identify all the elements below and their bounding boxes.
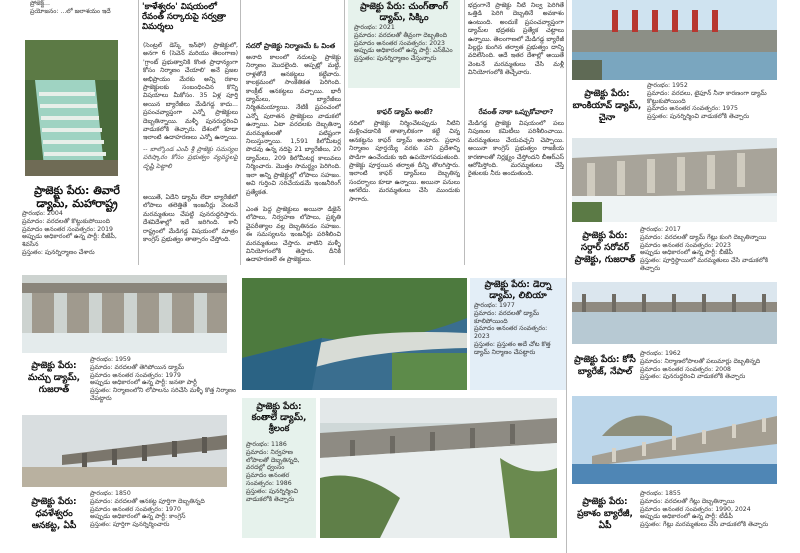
col3-body: అనాది కాలంలో నదులపై ప్రాజెక్టు నిర్మాణం మొదలైంది. అప్పట్లో మట్టి, రాళ్లతోనే ఆనకట్టలు కట్టేవారు. కాలక్రమంలో సాంకేతికత పెరిగింది. కాంక్రీట్ ఆనకట్టలు వచ్చాయి. భారీ డ్యామ్‌లు, బ్యారేజీలు నిర్మితమయ్యాయి. నేటికీ ప్రపంచంలో ఎన్నో పురాతన ప్రాజెక్టులు వాడుకలో ఉన్నాయి. ఏటా వరదలకు దెబ్బతిన్నా మరమ్మతులతో పటిష్టంగా నిలుస్తున్నాయి. 1,591 కిలోమీటర్ల పొడవు ఉన్న నదిపై 21 బ్యారేజీలు, 20 డ్యామ్‌లు, 209 కిలోమీటర్ల కాలువలు నిర్మించారు. మొత్తం సామర్థ్యం పెరిగింది. ఇలా అన్ని ప్రాజెక్టుల్లో లోపాలు సహజం. అవి గుర్తించి సరిచేయడమే ఇంజనీరింగ్ ప్రత్యేకత.: [246, 54, 341, 196]
column-rule: [240, 0, 241, 265]
caption-title: ప్రాజెక్టు పేరు: ధవళేశ్వరం ఆనకట్ట, ఏపీ: [31, 497, 77, 531]
caption-line: ప్రారంభం: 2017: [640, 226, 681, 233]
col2-quote: -- బాల్కొండ ఎంపీ శ్రీ ప్రాజెక్టు సమస్యల పరిష్కారం కోసం ప్రభుత్వం వ్యవస్థలపై దృష్టి పెట్టాలి: [143, 146, 238, 170]
kantale-dam-photo: [320, 398, 557, 538]
chungthang-caption-box: [348, 0, 460, 88]
caption-line: ప్రారంభం: 1186: [246, 441, 287, 448]
right-caption-4: [572, 490, 777, 550]
derna-dam-photo: [242, 278, 467, 390]
caption-line: ప్రారంభం: 1977: [474, 302, 515, 309]
caption-line: ప్రారంభం: 1850: [90, 490, 131, 497]
caption-line: ప్రస్తుతం: గేట్లు మరమ్మతులు చేసి వాడుకలోకి తెచ్చారు: [640, 521, 769, 529]
caption-line: అప్పుడు అధికారంలో ఉన్న పార్టీ: టీడీపీ: [640, 513, 733, 521]
caption-title: ప్రాజెక్టు పేరు: తివారే డ్యామ్, మహారాష్ట్ర: [34, 184, 120, 210]
headline: సదరో ప్రాజెక్టు నిర్మాణమే ఓ వింత: [246, 42, 336, 50]
caption-line: ప్రస్తుతం: పునర్నిర్మాణం చేశారు: [22, 248, 95, 256]
right-caption-3: [572, 350, 777, 392]
left-caption-3: [22, 490, 237, 550]
caption-line: ప్రమాదం: వరదలతో ఆనకట్ట పూర్తిగా దెబ్బతిన్నది: [90, 497, 205, 505]
headline: రేవంత్ నాకా ఒప్పుకోవాలా?: [478, 108, 554, 116]
caption-line: ప్రోజెక్ట్...: [30, 0, 50, 7]
caption-line: ప్రయోజనం: ...లో జలాశయం ఇదే: [30, 7, 111, 15]
caption-line: ప్రస్తుతం: ప్రస్తుతం అదే చోట కొత్త డ్యామ్ నిర్మాణం చేపట్టారు: [474, 340, 551, 356]
caption-line: ప్రారంభం: 1962: [640, 350, 681, 357]
banqiao-dam-photo: [572, 0, 777, 80]
caption-line: ప్రమాదం అనంతర సంవత్సరం: 1986: [246, 472, 292, 487]
caption-line: ప్రమాదం అనంతర సంవత్సరం: 1975: [647, 105, 738, 113]
caption-title: ప్రాజెక్టు పేరు: కోసీ బ్యారేజ్, నేపాల్: [574, 355, 636, 377]
caption-title: ప్రాజెక్టు పేరు: డెర్నా డ్యామ్, లిబియా: [484, 280, 552, 301]
caption-line: అప్పుడు అధికారంలో ఉన్న పార్టీ: జనతా పార్టీ: [90, 379, 197, 387]
col5-body: భద్రంగానే ప్రాజెక్టు నీటి నిల్వ పెరిగితే ఒత్తిడి పెరిగి దెబ్బతినే అవకాశం ఉంటుంది. అందుకే ప్రపంచవ్యాప్తంగా డ్యామ్‌ల భద్రతకు ప్రత్యేక చట్టాలు ఉన్నాయి. తెలంగాణలో మేడిగడ్డ బ్యారేజీ పిల్లర్లు కుంగిన తర్వాత ప్రభుత్వం దాన్ని వదిలేసింది. అదే ఇతర దేశాల్లో అయితే వెంటనే మరమ్మతులు చేసి మళ్లీ వినియోగంలోకి తెచ్చేవారు.: [468, 2, 564, 77]
caption-line: ప్రమాదం: వరదలతో తెగిపోయిన డ్యామ్: [90, 363, 184, 371]
caption-line: ప్రస్తుతం: పూర్తిగా పునర్నిర్మించారు: [90, 521, 170, 529]
caption-line: ప్రమాదం: వరదలతో గేట్లు దెబ్బతిన్నాయి: [640, 497, 735, 505]
caption-title: ప్రాజెక్టు పేరు: సర్దార్ సరోవర్ ప్రాజెక్టు, గుజరాత్: [574, 231, 636, 265]
col3-headline: [246, 42, 341, 51]
col4-body: నదిలో ప్రాజెక్టు నిర్మించేటప్పుడు నీటిని మళ్లించడానికి తాత్కాలికంగా కట్టే చిన్న ఆనకట్టను కాఫర్ డ్యామ్ అంటారు. ప్రధాన నిర్మాణం పూర్తయ్యే వరకు పని ప్రదేశాన్ని పొడిగా ఉంచేందుకు ఇది ఉపయోగపడుతుంది. ప్రాజెక్టు పూర్తయిన తర్వాత దీన్ని తొలగిస్తారు. ఇలాంటి కాఫర్ డ్యామ్‌లు దెబ్బతిన్న సందర్భాలు కూడా ఉన్నాయి. అయినా పనులు ఆగలేదు. మరమ్మతులు చేసి ముందుకు సాగారు.: [349, 120, 460, 203]
col5-headline: [468, 108, 564, 117]
caption-fragment: [30, 0, 130, 30]
headline: కాఫర్ డ్యామ్ అంటే?: [376, 108, 434, 116]
caption-line: ప్రమాదం: వరదలతో తీవ్రంగా దెబ్బతింది: [354, 31, 448, 39]
col2-body: (సెంట్రల్ డెస్క్ ఇన్‌ఫో) ప్రాజెక్టులో, అనగా 6 (సెవెన్ మరియు తెలంగాణ) 'గ్రాంట్ ప్రభుత్వానికి కొంత ప్రాధాన్యంగా కోసం నిర్మాణం చేయాలి' అనే ప్రజల అభిప్రాయం మేరకు అన్ని రకాల ప్రాజెక్టులకు సంబంధించిన కొన్ని విషయాలు మీకోసం. 35 ఏళ్ల పూర్తి అయిన బ్యారేజీలు మేడిగడ్డ కాదు... ప్రపంచవ్యాప్తంగా ఎన్నో ప్రాజెక్టులు దెబ్బతిన్నాయి. మళ్ళీ పునరుద్ధరించి వాడుకలోకి తెచ్చారు. దేశంలో కూడా ఇలాంటి ఉదాహరణలు ఎన్నో ఉన్నాయి.: [143, 42, 238, 142]
caption-line: ప్రారంభం: 1952: [647, 82, 688, 89]
caption-line: ప్రమాదం అనంతర సంవత్సరం: 2023: [354, 39, 445, 47]
caption-title: ప్రాజెక్టు పేరు: ప్రకాశం బ్యారేజీ, ఏపీ: [577, 497, 633, 531]
caption-line: ప్రస్తుతం: పునర్నిర్మించి వాడుకలోకి తెచ్చారు: [246, 487, 299, 503]
caption-line: ప్రమాదం: వరదలతో డ్యామ్ గేట్లు కుంగి దెబ్బతిన్నాయి: [640, 233, 767, 241]
caption-line: ప్రస్తుతం: పునరుద్ధరించి వాడుకలోకి తెచ్చారు: [640, 373, 746, 381]
caption-title: ప్రాజెక్టు పేరు: మచ్చు డ్యామ్, గుజరాత్: [27, 361, 81, 395]
caption-line: ప్రమాదం అనంతర సంవత్సరం: 2019: [22, 225, 113, 233]
left-caption-2: [22, 356, 237, 408]
caption-line: అప్పుడు అధికారంలో ఉన్న పార్టీ: కాంగ్రెస్: [90, 513, 186, 521]
column-rule: [138, 0, 139, 265]
caption-line: ప్రమాదం: వరదలతో డ్యామ్ కూలిపోయింది: [474, 309, 540, 325]
caption-line: ప్రమాదం: నిర్వహణ లోపాలతో దెబ్బతిన్నది, వరదల్లో ధ్వంసం: [246, 448, 300, 472]
col2-headline: [142, 2, 238, 32]
col5-body2: మేడిగడ్డ ప్రాజెక్టు విషయంలో పలు నిపుణుల కమిటీలు పరిశీలించాయి. మరమ్మతులు చేయవచ్చని చెప్పాయి. అయినా కాంగ్రెస్ ప్రభుత్వం రాజకీయ కారణాలతో నిర్లక్ష్యం చేస్తోందని బీఆర్‌ఎస్ ఆరోపిస్తోంది. మరమ్మతులు చేస్తే రైతులకు నీరు అందుతుంది.: [468, 120, 564, 178]
derna-caption-box: [470, 278, 566, 390]
kantale-caption-box: [242, 398, 316, 538]
caption-line: ప్రారంభం: 1959: [90, 356, 131, 363]
caption-line: ప్రమాదం: నిర్మాణలోపాలతో పలుమార్లు దెబ్బతిన్నది: [640, 357, 761, 365]
caption-line: ప్రమాదం అనంతర సంవత్సరం: 1970: [90, 505, 181, 513]
sardar-sarovar-photo: [572, 138, 777, 222]
caption-line: ప్రమాదం అనంతర సంవత్సరం: 2008: [640, 365, 731, 373]
caption-line: ప్రమాదం అనంతర సంవత్సరం: 2023: [640, 241, 731, 249]
column-rule: [566, 0, 567, 553]
col3-body2: ఎంత పెద్ద ప్రాజెక్టులు అయినా డిజైన్ లోపాలు, నిర్వహణ లోపాలు, ప్రకృతి వైపరీత్యాల వల్ల దెబ్బతినడం సహజం. ఈ సమస్యలను ఇంజనీర్లు పరిశీలించి మరమ్మతులు చేస్తారు. వాటిని మళ్ళీ వినియోగంలోకి తెస్తారు. దీనికి ఉదాహరణలే ఈ ప్రాజెక్టులు.: [246, 206, 341, 264]
caption-line: ప్రమాదం అనంతర సంవత్సరం: 1979: [90, 371, 181, 379]
caption-title: ప్రాజెక్టు పేరు: బాంకియావ్ డ్యామ్, చైనా: [572, 89, 642, 123]
right-caption-1: [572, 82, 777, 134]
right-caption-2: [572, 226, 777, 272]
column-rule: [464, 0, 465, 265]
caption-line: అప్పుడు అధికారంలో ఉన్న పార్టీ: బీజేపీ, శివసేన: [22, 233, 117, 249]
machhu-dam-photo: [22, 275, 227, 353]
caption-line: ప్రస్తుతం: పూర్తిస్థాయిలో మరమ్మతులు చేసి వాడుకలోకి తెచ్చారు: [640, 257, 769, 272]
caption-line: ప్రారంభం: 2004: [22, 210, 63, 217]
column-rule: [344, 0, 345, 265]
col2-body2: అయితే, ఏదేని డ్యామ్ లేదా బ్యారేజీలో లోపాలు తలెత్తితే ఇంజనీర్లు వెంటనే మరమ్మతులు చేపట్టి పునరుద్ధరిస్తారు. దేశవిదేశాల్లో ఇదే జరిగింది. కానీ రాష్ట్రంలో మేడిగడ్డ విషయంలో మాత్రం కాంగ్రెస్ ప్రభుత్వం తాత్సారం చేస్తోంది.: [143, 194, 238, 244]
left-caption-1: [22, 184, 132, 264]
caption-line: ప్రస్తుతం: నిర్మాణంలోని లోపాలను సరిచేసి మళ్ళీ కొత్త నిర్మాణం చేపట్టారు: [90, 387, 237, 402]
tiware-dam-photo: [25, 40, 118, 176]
caption-line: ప్రారంభం: 1855: [640, 490, 681, 497]
headline: 'కాళేశ్వరం' విషయంలో రేవంత్ సర్కారుపై సర్వత్రా విమర్శలు: [142, 2, 226, 32]
caption-line: ప్రమాదం అనంతర సంవత్సరం: 1990, 2024: [640, 505, 751, 513]
caption-line: అప్పుడు అధికారంలో ఉన్న పార్టీ: ఎస్‌కేఎం: [354, 47, 453, 55]
caption-line: ప్రమాదం అనంతర సంవత్సరం: 2023: [474, 325, 548, 341]
caption-line: ప్రమాదం: వరదలు, టైఫూన్ నీనా కారణంగా డ్యామ్ కొట్టుకుపోయింది: [647, 89, 767, 105]
col4-headline: [350, 108, 460, 117]
caption-title: ప్రాజెక్టు పేరు: కంతాలే డ్యామ్, శ్రీలంక: [251, 402, 307, 434]
caption-title: ప్రాజెక్టు పేరు: చుంగ్‌తాంగ్ డ్యామ్, సిక్కిం: [360, 2, 448, 23]
dowleswaram-photo: [22, 415, 227, 487]
caption-line: అప్పుడు అధికారంలో ఉన్న పార్టీ: బీజేపీ: [640, 249, 733, 257]
caption-line: ప్రారంభం: 2021: [354, 24, 395, 31]
kosi-barrage-photo: [572, 282, 777, 344]
caption-line: ప్రస్తుతం: పునర్నిర్మించి వాడుకలోకి తెచ్చారు: [647, 113, 750, 121]
prakasam-barrage-photo: [572, 396, 777, 484]
caption-line: ప్రస్తుతం: పునర్నిర్మాణం చేస్తున్నారు: [354, 55, 437, 63]
caption-line: ప్రమాదం: వరదలతో కొట్టుకుపోయింది: [22, 217, 110, 225]
